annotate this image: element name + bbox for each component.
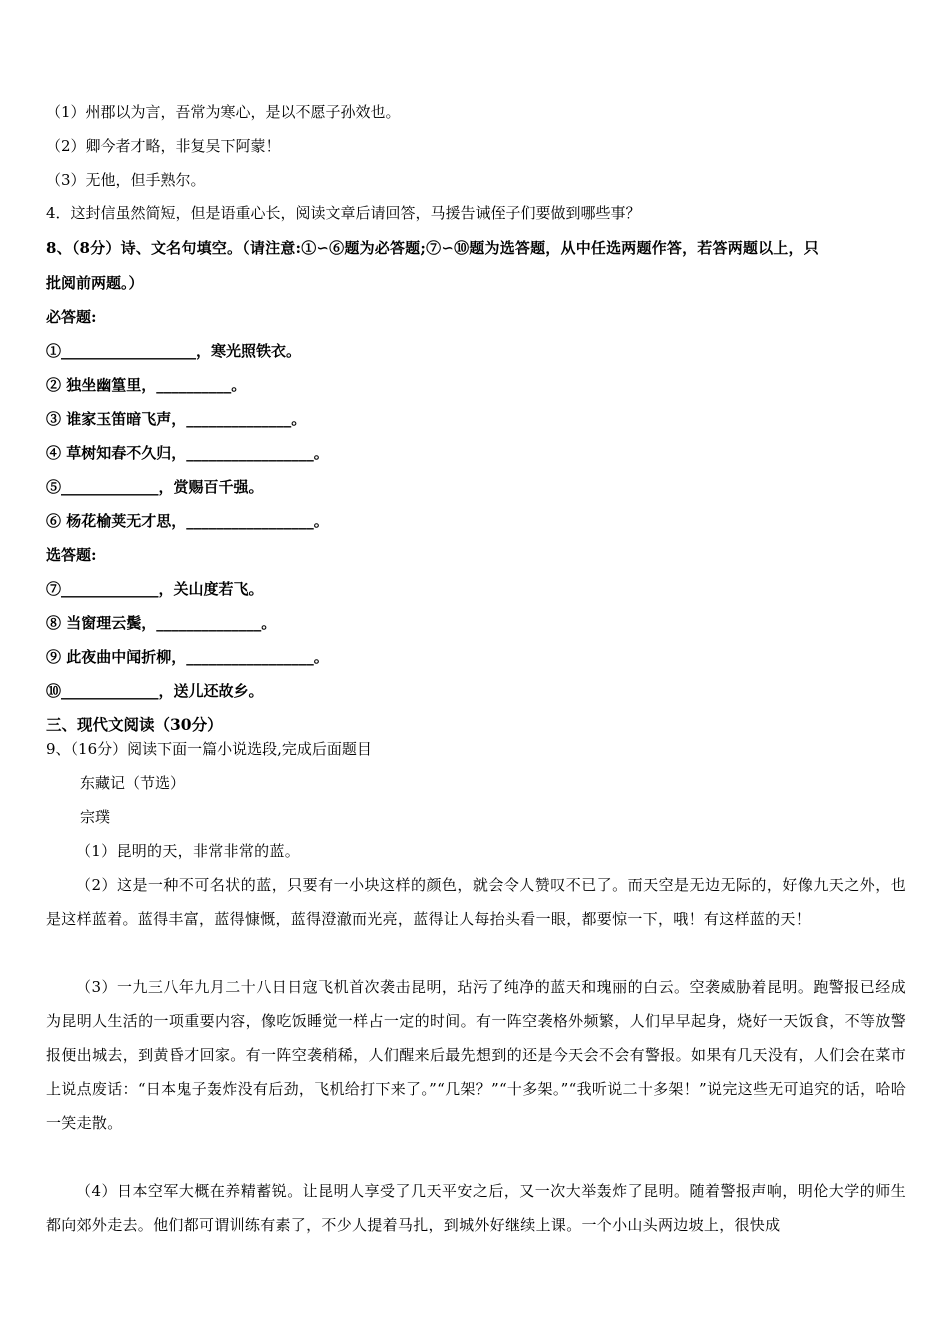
paragraph-2: （2）这是一种不可名状的蓝，只要有一小块这样的颜色，就会令人赞叹不已了。而天空是无边无际的，好像九天之外，也是这样蓝着。蓝得丰富，蓝得慷慨，蓝得澄澈而光亮，蓝得让人每抬头看一眼，都要惊一下，哦！有这样蓝的天！ bbox=[46, 876, 906, 928]
optional-item-9: ⑨ 此夜曲中闻折柳，_________________。 bbox=[46, 648, 329, 666]
question-8-title-line-1: 8、（8分）诗、文名句填空。（请注意:①∽⑥题为必答题;⑦∽⑩题为选答题，从中任选两题作答，若答两题以上，只 bbox=[46, 239, 819, 257]
required-item-2: ② 独坐幽篁里，__________。 bbox=[46, 376, 247, 394]
required-item-1: ①__________________，寒光照铁衣。 bbox=[46, 342, 302, 360]
required-item-5: ⑤_____________，赏赐百千强。 bbox=[46, 478, 264, 496]
required-item-3: ③ 谁家玉笛暗飞声，______________。 bbox=[46, 410, 307, 428]
article-title: 东藏记（节选） bbox=[80, 774, 186, 792]
paragraph-3: （3）一九三八年九月二十八日日寇飞机首次袭击昆明，玷污了纯净的蓝天和瑰丽的白云。空袭威胁着昆明。跑警报已经成为昆明人生活的一项重要内容，像吃饭睡觉一样占一定的时间。有一阵空袭格外频繁，人们早早起身，烧好一天饭食，不等放警报便出城去，到黄昏才回家。有一阵空袭稍稀，人们醒来后最先想到的还是今天会不会有警报。如果有几天没有，人们会在菜市上说点废话：“日本鬼子轰炸没有后劲，飞机给打下来了。”“几架？”“十多架。”“我听说二十多架！”说完这些无可追究的话，哈哈一笑走散。 bbox=[46, 978, 906, 1132]
paragraph-1: （1）昆明的天，非常非常的蓝。 bbox=[76, 842, 301, 860]
section-3-title: 三、现代文阅读（30分） bbox=[46, 715, 223, 734]
translation-3: （3）无他，但手熟尔。 bbox=[46, 171, 206, 189]
translation-2: （2）卿今者才略，非复吴下阿蒙！ bbox=[46, 137, 281, 155]
required-item-6: ⑥ 杨花榆荚无才思，_________________。 bbox=[46, 512, 329, 530]
question-9-intro: 9、（16分）阅读下面一篇小说选段,完成后面题目 bbox=[46, 740, 372, 758]
paragraph-4: （4）日本空军大概在养精蓄锐。让昆明人享受了几天平安之后，又一次大举轰炸了昆明。随着警报声响，明伦大学的师生都向郊外走去。他们都可谓训练有素了，不少人提着马扎，到城外好继续上课。一个小山头两边坡上，很快成 bbox=[46, 1182, 906, 1234]
optional-item-8: ⑧ 当窗理云鬓，______________。 bbox=[46, 614, 277, 632]
article-author: 宗璞 bbox=[80, 808, 111, 826]
required-label: 必答题: bbox=[46, 308, 97, 326]
required-item-4: ④ 草树知春不久归，_________________。 bbox=[46, 444, 329, 462]
question-4: 4．这封信虽然简短，但是语重心长，阅读文章后请回答，马援告诫侄子们要做到哪些事？ bbox=[46, 204, 641, 222]
optional-item-7: ⑦_____________，关山度若飞。 bbox=[46, 580, 264, 598]
question-8-title-line-2: 批阅前两题。） bbox=[46, 274, 144, 292]
translation-1: （1）州郡以为言，吾常为寒心，是以不愿子孙效也。 bbox=[46, 103, 401, 121]
optional-item-10: ⑩_____________，送儿还故乡。 bbox=[46, 682, 264, 700]
optional-label: 选答题: bbox=[46, 546, 97, 564]
